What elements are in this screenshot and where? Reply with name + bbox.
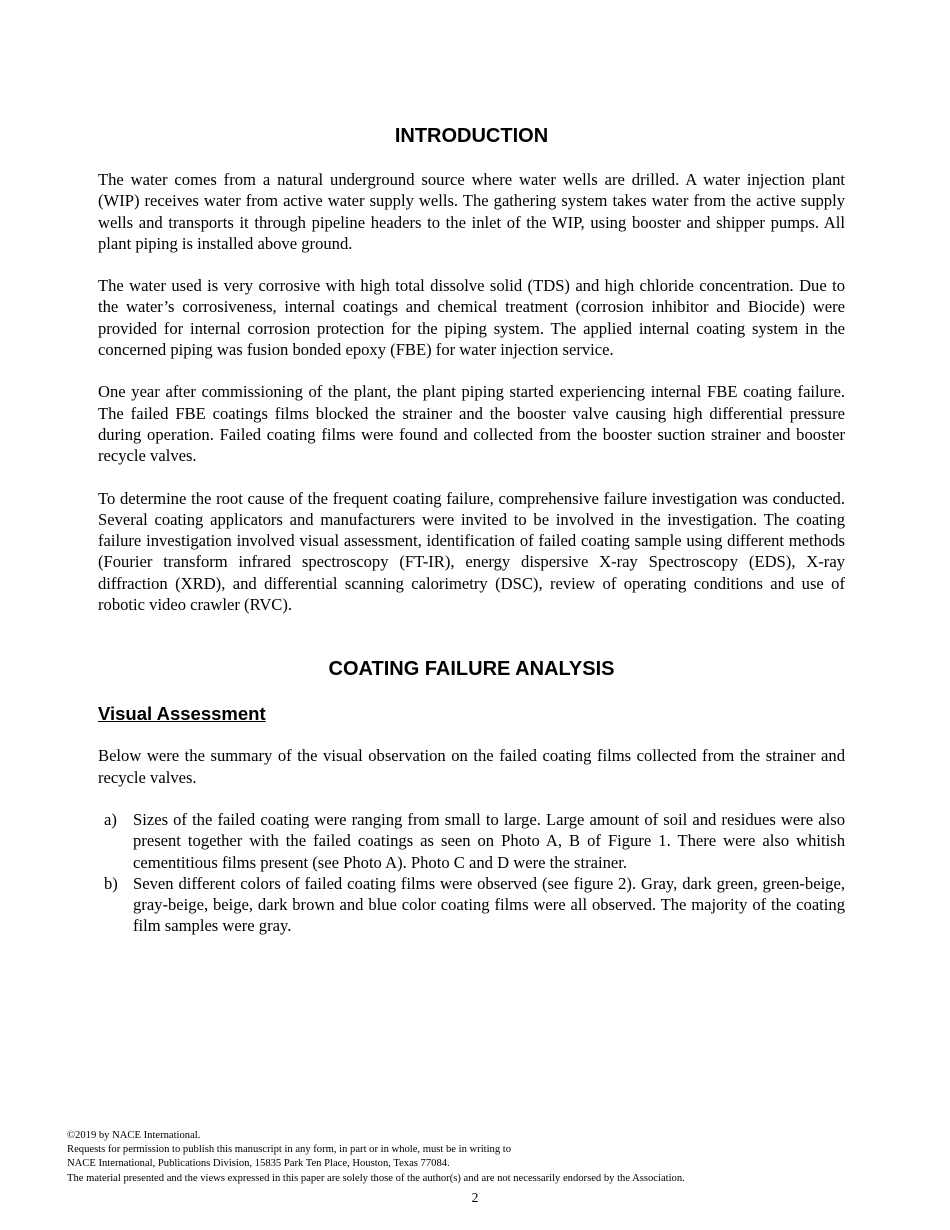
introduction-heading: INTRODUCTION bbox=[394, 125, 549, 147]
intro-paragraph-3: One year after commissioning of the plant, the plant piping started experiencing internal FBE coating failure. The failed FBE coatings films blocked the strainer and the booster valve causing high differential pressure during operation. Failed coating films were found and collected from the booster suction strainer and booster recycle valves. bbox=[98, 382, 845, 466]
intro-paragraph-1: The water comes from a natural underground source where water wells are drilled. A water injection plant (WIP) receives water from active water supply wells. The gathering system takes water from the active supply wells and transports it through pipeline headers to the inlet of the WIP, using booster and shipper pumps. All plant piping is installed above ground. bbox=[98, 170, 845, 253]
list-item-text: Seven different colors of failed coating films were observed (see figure 2). Gray, dark green, green-beige, gray-beige, beige, dark brown and blue color coating films were all observed. The majority of the coating film samples were gray. bbox=[133, 873, 845, 936]
page-body bbox=[98, 122, 845, 937]
visual-intro-paragraph: Below were the summary of the visual observation on the failed coating films collected from the strainer and recycle valves. bbox=[98, 746, 845, 787]
list-marker: b) bbox=[104, 873, 118, 893]
intro-paragraph-4: To determine the root cause of the frequent coating failure, comprehensive failure investigation was conducted. Several coating applicators and manufacturers were invited to be involved in the investigation. The coating failure investigation involved visual assessment, identification of failed coating sample using different methods (Fourier transform infrared spectroscopy (FT-IR), energy dispersive X-ray Spectroscopy (EDS), X-ray diffraction (XRD), and differential scanning calorimetry (DSC), review of operating conditions and use of robotic video crawler (RVC). bbox=[98, 488, 845, 615]
list-item bbox=[98, 809, 845, 873]
footer-permission: Requests for permission to publish this manuscript in any form, in part or in whole, must be in writing to bbox=[67, 1144, 512, 1156]
intro-paragraph-2: The water used is very corrosive with high total dissolve solid (TDS) and high chloride concentration. Due to the water’s corrosiveness, internal coatings and chemical treatment (corrosion inhibitor and Biocide) were provided for internal corrosion protection for the piping system. The applied internal coating system in the concerned piping was fusion bonded epoxy (FBE) for water injection service. bbox=[98, 276, 845, 360]
footer-address: NACE International, Publications Division, 15835 Park Ten Place, Houston, Texas 77084. bbox=[67, 1158, 450, 1170]
footer-disclaimer: The material presented and the views expressed in this paper are solely those of the author(s) and are not necessarily endorsed by the Association. bbox=[67, 1172, 685, 1184]
list-marker: a) bbox=[104, 809, 117, 829]
visual-assessment-subheading: Visual Assessment bbox=[98, 703, 266, 725]
list-item-text: Sizes of the failed coating were ranging from small to large. Large amount of soil and residues were also present together with the failed coatings as seen on Photo A, B of Figure 1. There were also whitish cementitious films present (see Photo A). Photo C and D were the strainer. bbox=[133, 809, 845, 872]
list-item bbox=[98, 873, 845, 937]
observation-list bbox=[98, 809, 845, 937]
page-number: 2 bbox=[471, 1190, 479, 1205]
coating-failure-heading: COATING FAILURE ANALYSIS bbox=[328, 658, 615, 681]
footer-copyright: ©2019 by NACE International. bbox=[67, 1130, 201, 1141]
footer bbox=[67, 1129, 887, 1186]
